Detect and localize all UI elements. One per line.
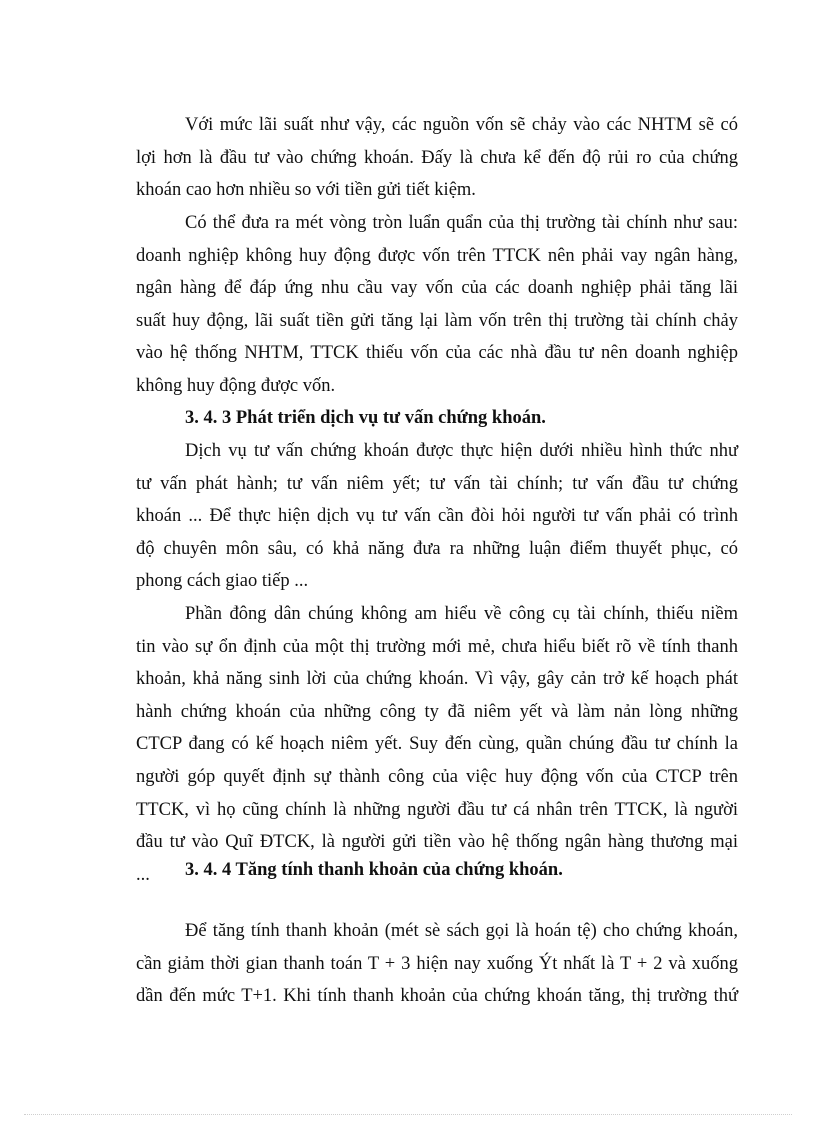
paragraph-line: ... <box>136 864 150 885</box>
section-heading-3-4-4: 3. 4. 4 Tăng tính thanh khoản của chứng khoán. <box>185 860 563 880</box>
paragraph-line: tư vấn phát hành; tư vấn niêm yết; tư vấn tài chính; tư vấn đầu tư chứng <box>136 473 738 494</box>
paragraph-line: dần đến mức T+1. Khi tính thanh khoản của chứng khoán tăng, thị trường thứ <box>136 986 738 1007</box>
paragraph-line: ngân hàng để đáp ứng nhu cầu vay vốn của các doanh nghiệp phải tăng lãi <box>136 278 738 299</box>
paragraph-line: khoán ... Để thực hiện dịch vụ tư vấn cần đòi hỏi người tư vấn phải có trình <box>136 506 738 527</box>
paragraph-line: Dịch vụ tư vấn chứng khoán được thực hiện dưới nhiều hình thức như <box>185 441 738 461</box>
footer-divider <box>24 1114 792 1115</box>
paragraph-line: hành chứng khoán của những công ty đã niêm yết và làm nản lòng những <box>136 701 738 722</box>
paragraph-line: lợi hơn là đầu tư vào chứng khoán. Đấy là chưa kể đến độ rủi ro của chứng <box>136 147 738 168</box>
paragraph-line: đầu tư vào Quĩ ĐTCK, là người gửi tiền vào hệ thống ngân hàng thương mại <box>136 832 738 853</box>
paragraph-line: khoán cao hơn nhiều so với tiền gửi tiết kiệm. <box>136 180 476 201</box>
paragraph-line: Phần đông dân chúng không am hiểu về công cụ tài chính, thiếu niềm <box>185 604 738 624</box>
paragraph-line: không huy động được vốn. <box>136 375 336 396</box>
paragraph-line: TTCK, vì họ cũng chính là những người đầu tư cá nhân trên TTCK, là người <box>136 799 738 820</box>
paragraph-line: CTCP đang có kế hoạch niêm yết. Suy đến cùng, quần chúng đầu tư chính la <box>136 734 738 755</box>
paragraph-line: Với mức lãi suất như vậy, các nguồn vốn sẽ chảy vào các NHTM sẽ có <box>185 115 738 135</box>
paragraph-line: doanh nghiệp không huy động được vốn trên TTCK nên phải vay ngân hàng, <box>136 245 738 266</box>
paragraph-line: Để tăng tính thanh khoản (mét sè sách gọi là hoán tệ) cho chứng khoán, <box>185 921 738 941</box>
section-heading-3-4-3: 3. 4. 3 Phát triển dịch vụ tư vấn chứng khoán. <box>185 408 546 428</box>
paragraph-line: cần giảm thời gian thanh toán T + 3 hiện nay xuống Ýt nhất là T + 2 và xuống <box>136 953 738 974</box>
paragraph-line: độ chuyên môn sâu, có khả năng đưa ra những luận điểm thuyết phục, có <box>136 538 738 559</box>
paragraph-public-awareness <box>136 598 738 891</box>
paragraph-line: suất huy động, lãi suất tiền gửi tăng lại làm vốn trên thị trường tài chính chảy <box>136 310 738 331</box>
paragraph-interest-rate <box>136 109 738 207</box>
paragraph-line: Có thể đưa ra mét vòng tròn luẩn quẩn của thị trường tài chính như sau: <box>185 213 738 233</box>
paragraph-advisory-services <box>136 435 738 598</box>
paragraph-line: người góp quyết định sự thành công của việc huy động vốn của CTCP trên <box>136 766 738 787</box>
paragraph-line: tin vào sự ổn định của một thị trường mới mẻ, chưa hiểu biết rõ về tính thanh <box>136 636 738 657</box>
paragraph-vicious-circle <box>136 207 738 403</box>
paragraph-liquidity <box>136 915 738 1013</box>
paragraph-line: vào hệ thống NHTM, TTCK thiếu vốn của các nhà đầu tư nên doanh nghiệp <box>136 343 738 364</box>
paragraph-line: khoản, khả năng sinh lời của chứng khoán. Vì vậy, gây cản trở kế hoạch phát <box>136 669 738 690</box>
paragraph-line: phong cách giao tiếp ... <box>136 571 309 592</box>
